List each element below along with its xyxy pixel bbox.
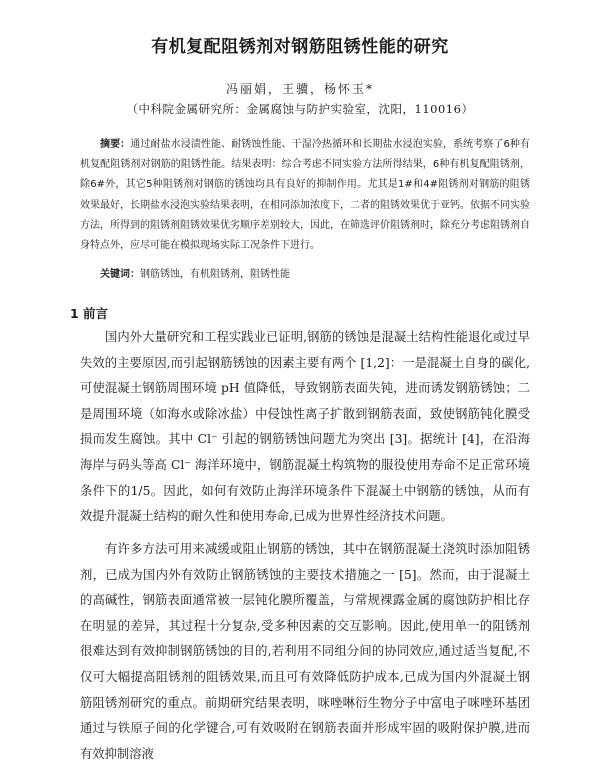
abstract: [80, 135, 530, 256]
paper-title: 有机复配阻锈剂对钢筋阻锈性能的研究: [151, 37, 449, 57]
keywords: [100, 265, 290, 280]
body-paragraph: 有许多方法可用来减缓或阻止钢筋的锈蚀，其中在钢筋混凝土浇筑时添加阻锈剂，已成为国内外有效防止钢筋锈蚀的主要技术措施之一 [5]。然而，由于混凝土的高碱性，钢筋表面通常被一层钝化膜所覆盖，与常规裸露金属的腐蚀防护相比存在明显的差异，其过程十分复杂,受多种因素的交互影响。因此,使用单一的阻锈剂很难达到有效抑制钢筋锈蚀的目的,若利用不同组分间的协同效应,通过适当复配,不仅可大幅提高阻锈剂的阻锈效果,而且可有效降低防护成本,已成为国内外混凝土钢筋阻锈剂研究的重点。前期研究结果表明，咪唑啉衍生物分子中富电子咪唑环基团通过与铁原子间的化学键合,可有效吸附在钢筋表面并形成牢固的吸附保护膜,进而有效抑制溶液: [80, 542, 530, 761]
author-list: 冯丽娟，王骥，杨怀玉*: [225, 82, 374, 96]
abstract-text: 通过耐盐水浸渍性能、耐锈蚀性能、干湿冷热循环和长期盐水浸泡实验，系统考察了6种有机复配阻锈剂对钢筋的阻锈性能。结果表明：综合考虑不同实验方法所得结果，6种有机复配阻锈剂，除6#外，其它5种阻锈剂对钢筋的锈蚀均具有良好的抑制作用。尤其是1#和4#阻锈剂对钢筋的阻锈效果最好，长期盐水浸泡实验结果表明，在相同添加浓度下，二者的阻锈效果优于亚钙。依据不同实验方法，所得到的阻锈剂阻锈效果优劣顺序差别较大，因此，在筛选评价阻锈剂时，除充分考虑阻锈剂自身特点外，应尽可能在模拟现场实际工况条件下进行。: [80, 139, 530, 252]
keywords-label: 关键词：: [100, 269, 140, 280]
affiliation: （中科院金属研究所：金属腐蚀与防护实验室，沈阳，110016）: [126, 102, 474, 116]
abstract-label: 摘要：: [100, 139, 131, 150]
body-paragraph: 国内外大量研究和工程实践业已证明,钢筋的锈蚀是混凝土结构性能退化或过早失效的主要原因,而引起钢筋锈蚀的因素主要有两个 [1,2]：一是混凝土自身的碳化,可使混凝土钢筋周围环境 pH 值降低，导致钢筋表面失钝，进而诱发钢筋锈蚀；二是周围环境（如海水或除冰盐）中侵蚀性离子扩散到钢筋表面，致使钢筋钝化膜受损而发生腐蚀。其中 Cl⁻ 引起的钢筋锈蚀问题尤为突出 [3]。据统计 [4]，在沿海海岸与码头等高 Cl⁻ 海洋环境中，钢筋混凝土构筑物的服役使用寿命不足正常环境条件下的1/5。因此，如何有效防止海洋环境条件下混凝土中钢筋的锈蚀，从而有效提升混凝土结构的耐久性和使用寿命,已成为世界性经济技术问题。: [80, 330, 530, 524]
section-heading-introduction: 1 前言: [70, 306, 109, 321]
keywords-text: 钢筋锈蚀，有机阻锈剂，阻锈性能: [140, 269, 290, 280]
